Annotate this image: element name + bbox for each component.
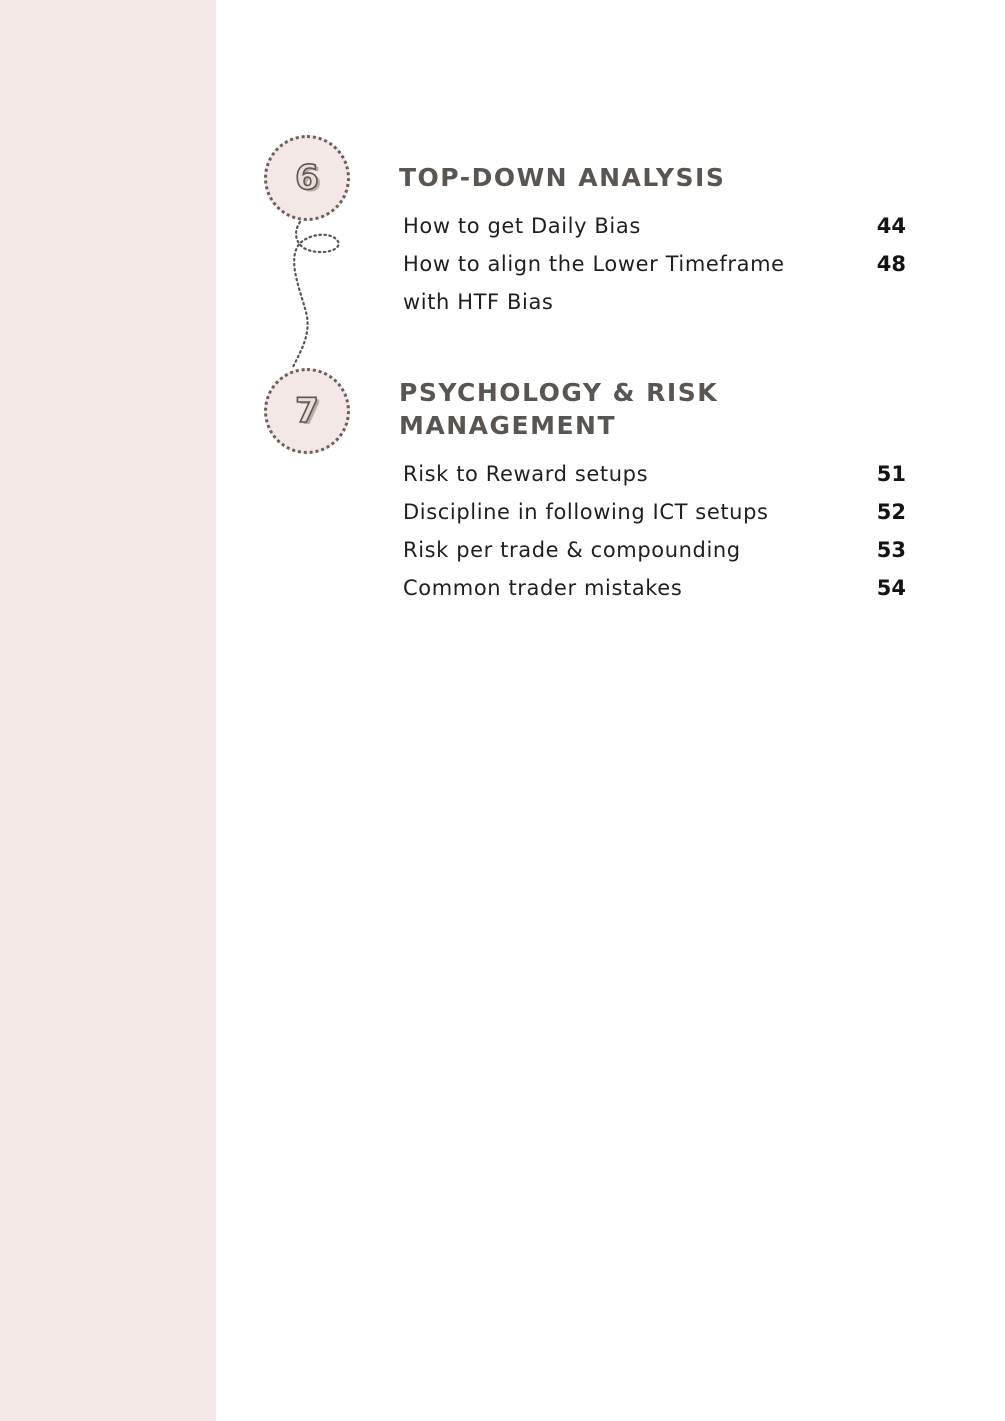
section-7-title: PSYCHOLOGY & RISK MANAGEMENT — [399, 378, 719, 440]
toc-entry-page: 53 — [876, 538, 906, 562]
toc-entry[interactable] — [403, 493, 906, 531]
toc-entry-page: 48 — [876, 252, 906, 276]
toc-entry-title: How to align the Lower Timeframe with HTF Bias — [403, 252, 785, 314]
section-7-badge — [264, 368, 350, 454]
toc-entry-title: Risk to Reward setups — [403, 462, 649, 486]
toc-entry-title: Common trader mistakes — [403, 576, 683, 600]
section-6-number: 6 — [295, 158, 319, 198]
toc-entry-title: Discipline in following ICT setups — [403, 500, 769, 524]
section-7-number: 7 — [295, 391, 319, 431]
toc-entry-page: 54 — [876, 576, 906, 600]
section-6-badge — [264, 135, 350, 221]
sidebar-panel — [0, 0, 216, 1421]
toc-entry-page: 52 — [876, 500, 906, 524]
toc-entry[interactable] — [403, 455, 906, 493]
section-7-entries — [403, 455, 906, 607]
section-6-entries — [403, 207, 906, 321]
section-6-title: TOP-DOWN ANALYSIS — [399, 163, 726, 192]
toc-entry-page: 44 — [876, 214, 906, 238]
toc-entry[interactable] — [403, 569, 906, 607]
toc-entry-title: Risk per trade & compounding — [403, 538, 741, 562]
toc-entry-title: How to get Daily Bias — [403, 214, 641, 238]
toc-entry[interactable] — [403, 531, 906, 569]
toc-entry-page: 51 — [876, 462, 906, 486]
toc-entry[interactable] — [403, 207, 906, 245]
toc-entry[interactable] — [403, 245, 906, 321]
